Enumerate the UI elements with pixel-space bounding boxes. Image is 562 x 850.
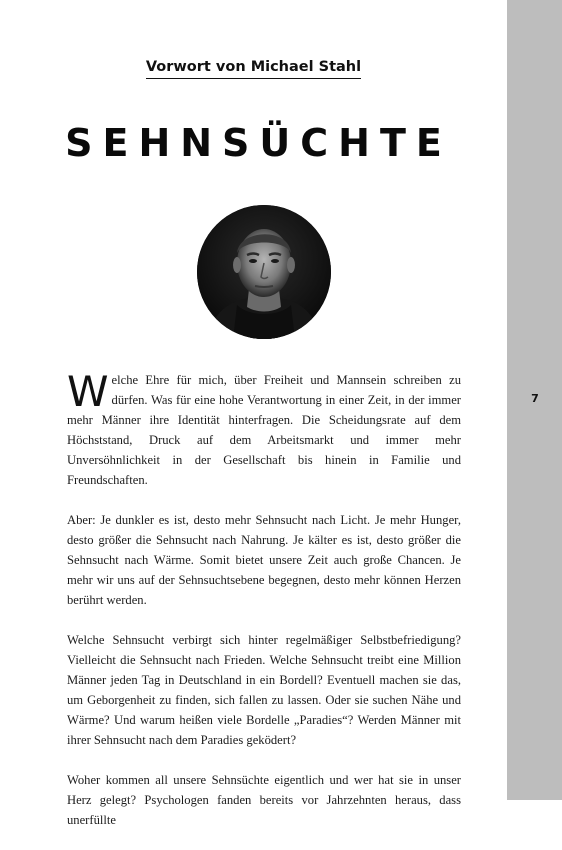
page-number: 7 — [531, 392, 539, 405]
preface-header — [0, 58, 507, 79]
preface-title: Vorwort von Michael Stahl — [146, 59, 361, 79]
portrait-photo-icon — [197, 205, 331, 339]
drop-cap: W — [67, 367, 109, 416]
paragraph-3: Welche Sehnsucht verbirgt sich hinter regelmäßiger Selbstbefriedigung? Vielleicht die Sehnsucht nach Frieden. Welche Sehnsucht treibt eine Million Männer jeden Tag in Deutschland in ein Bordell? Eventuell machen sie das, um Geborgenheit zu finden, sich fallen zu lassen. Oder sie suchen Nähe und Wärme? Und warum heißen viele Bordelle „Paradies“? Werden Männer mit ihrer Sehnsucht nach dem Paradies geködert? — [67, 633, 461, 747]
paragraph-1-text: elche Ehre für mich, über Freiheit und Mannsein schreiben zu dürfen. Was für eine hohe Verantwortung in einer Zeit, in der immer mehr Männer ihre Identität hinterfragen. Die Scheidungsrate auf dem Höchststand, Druck auf dem Arbeitsmarkt und immer mehr Unversöhnlichkeit in der Gesellschaft bis hinein in Familie und Freundschaften. — [67, 373, 461, 487]
author-portrait — [197, 205, 331, 339]
chapter-title: SEHNSÜCHTE — [65, 121, 452, 165]
body-text — [67, 367, 461, 850]
paragraph-1 — [67, 367, 461, 490]
paragraph-4: Woher kommen all unsere Sehnsüchte eigentlich und wer hat sie in unser Herz gelegt? Psychologen fanden bereits vor Jahrzehnten heraus, dass unerfüllte — [67, 773, 461, 827]
paragraph-2: Aber: Je dunkler es ist, desto mehr Sehnsucht nach Licht. Je mehr Hunger, desto größer die Sehnsucht nach Nahrung. Je kälter es ist, desto größer die Sehnsucht nach Wärme. Somit bietet unsere Zeit auch große Chancen. Je mehr wir uns auf der Sehnsuchtsebene begegnen, desto mehr können Herzen berührt werden. — [67, 513, 461, 607]
